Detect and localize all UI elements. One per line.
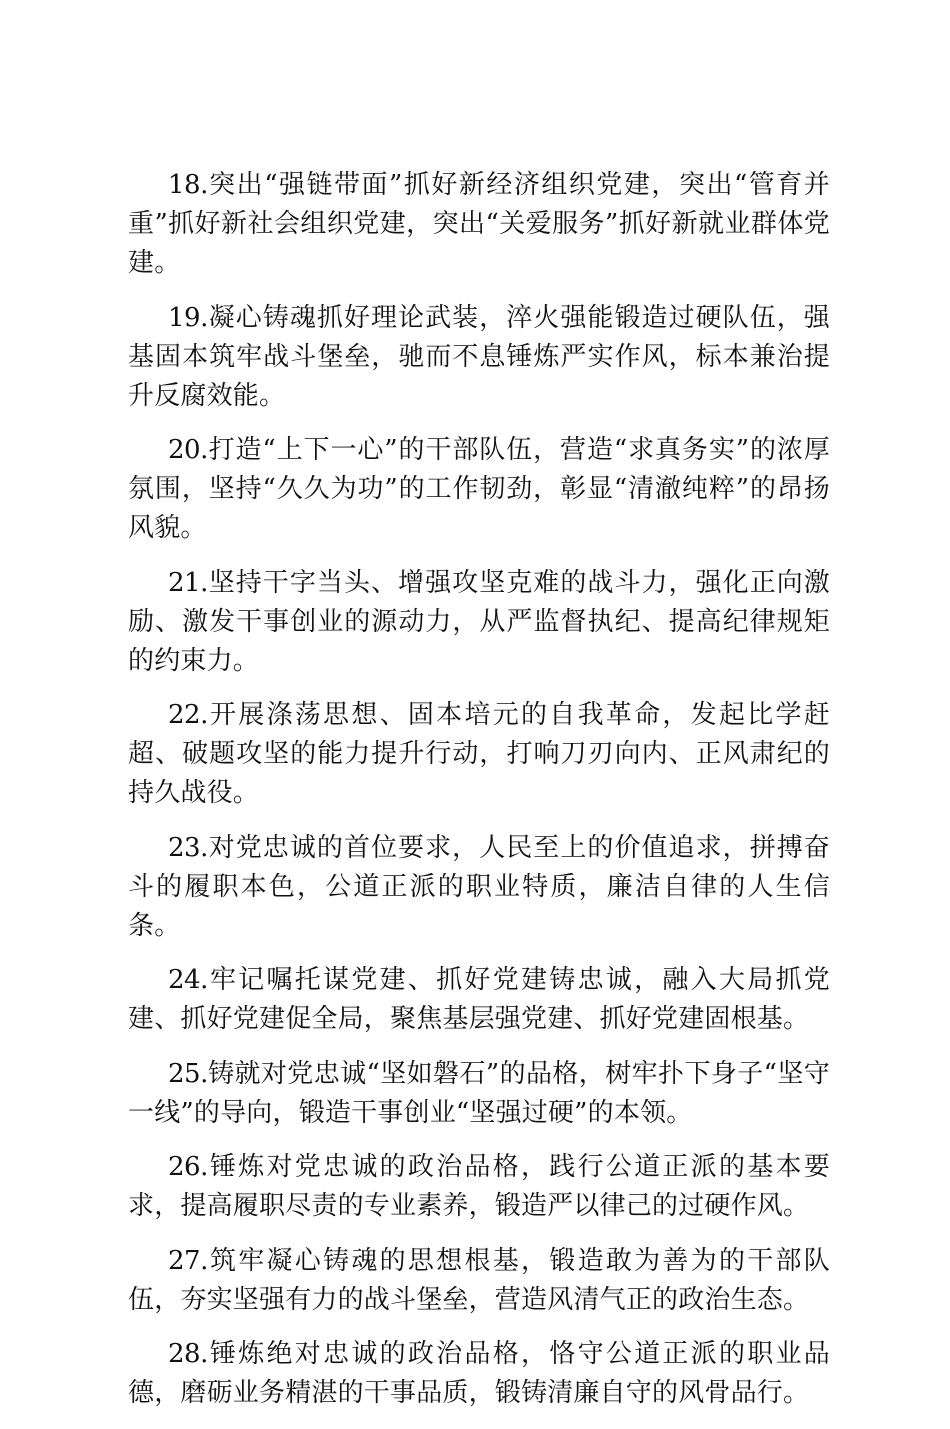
document-body <box>128 166 830 1429</box>
paragraph-text: 坚持干字当头、增强攻坚克难的战斗力，强化正向激励、激发干事创业的源动力，从严监督执纪、提高纪律规矩的约束力。 <box>128 567 830 676</box>
paragraph-21 <box>128 564 830 681</box>
paragraph-number: 25. <box>168 1058 208 1089</box>
paragraph-27 <box>128 1242 830 1320</box>
paragraph-number: 21. <box>168 567 208 598</box>
paragraph-number: 22. <box>168 700 208 730</box>
paragraph-text: 打造“上下一心”的干部队伍，营造“求真务实”的浓厚氛围，坚持“久久为功”的工作韧劲，彰显“清澈纯粹”的昂扬风貌。 <box>128 435 830 543</box>
paragraph-number: 24. <box>168 965 208 995</box>
paragraph-text: 开展涤荡思想、固本培元的自我革命，发起比学赶超、破题攻坚的能力提升行动，打响刀刃向内、正风肃纪的持久战役。 <box>128 700 830 808</box>
paragraph-20 <box>128 431 830 548</box>
paragraph-number: 19. <box>168 302 208 333</box>
paragraph-24 <box>128 961 830 1039</box>
paragraph-28 <box>128 1335 830 1413</box>
paragraph-number: 20. <box>168 435 208 465</box>
paragraph-text: 铸就对党忠诚“坚如磐石”的品格，树牢扑下身子“坚守一线”的导向，锻造干事创业“坚强过硬”的本领。 <box>128 1058 830 1128</box>
paragraph-22 <box>128 696 830 813</box>
paragraph-text: 突出“强链带面”抓好新经济组织党建，突出“管育并重”抓好新社会组织党建，突出“关爱服务”抓好新就业群体党建。 <box>128 170 830 278</box>
paragraph-19 <box>128 299 830 416</box>
paragraph-number: 28. <box>168 1339 208 1369</box>
paragraph-23 <box>128 829 830 946</box>
paragraph-text: 锤炼绝对忠诚的政治品格，恪守公道正派的职业品德，磨砺业务精湛的干事品质，锻铸清廉自守的风骨品行。 <box>128 1339 830 1408</box>
paragraph-25 <box>128 1055 830 1133</box>
paragraph-number: 27. <box>168 1245 208 1276</box>
paragraph-text: 筑牢凝心铸魂的思想根基，锻造敢为善为的干部队伍，夯实坚强有力的战斗堡垒，营造风清气正的政治生态。 <box>128 1245 830 1315</box>
paragraph-text: 凝心铸魂抓好理论武装，淬火强能锻造过硬队伍，强基固本筑牢战斗堡垒，驰而不息锤炼严实作风，标本兼治提升反腐效能。 <box>128 302 830 411</box>
paragraph-number: 18. <box>168 170 208 200</box>
paragraph-number: 23. <box>168 832 208 863</box>
paragraph-number: 26. <box>168 1152 208 1182</box>
paragraph-text: 牢记嘱托谋党建、抓好党建铸忠诚，融入大局抓党建、抓好党建促全局，聚焦基层强党建、抓好党建固根基。 <box>128 965 830 1034</box>
paragraph-26 <box>128 1148 830 1226</box>
paragraph-18 <box>128 166 830 283</box>
paragraph-text: 锤炼对党忠诚的政治品格，践行公道正派的基本要求，提高履职尽责的专业素养，锻造严以律己的过硬作风。 <box>128 1152 830 1221</box>
paragraph-text: 对党忠诚的首位要求，人民至上的价值追求，拼搏奋斗的履职本色，公道正派的职业特质，廉洁自律的人生信条。 <box>128 832 830 941</box>
